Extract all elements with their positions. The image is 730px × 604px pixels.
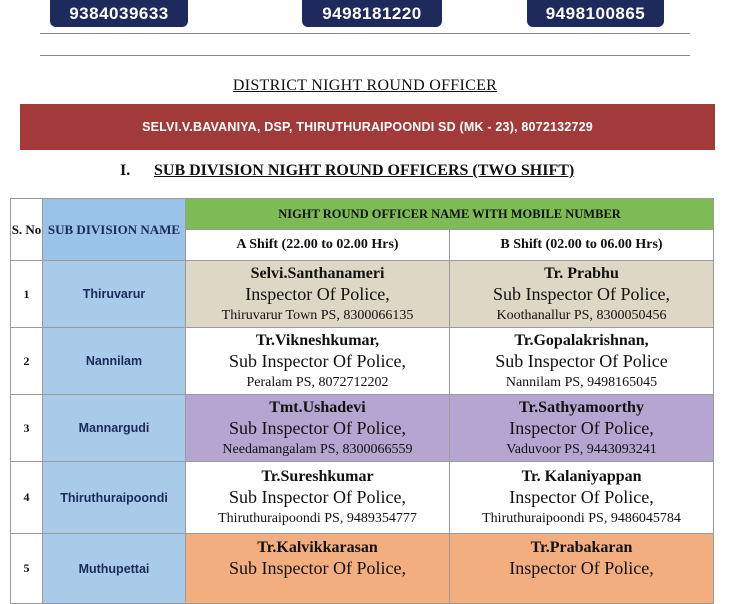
header-shift-a: A Shift (22.00 to 02.00 Hrs) <box>186 230 450 261</box>
officer-name: Tr.Prabakaran <box>530 539 633 556</box>
table-row <box>11 261 714 328</box>
helpline-number-1: 9384039633 <box>50 0 188 27</box>
officer-name: Tr. Kalaniyappan <box>521 468 642 485</box>
table-row <box>11 534 714 604</box>
section-heading <box>120 162 574 180</box>
helpline-number-3: 9498100865 <box>527 0 664 27</box>
table-row <box>11 462 714 534</box>
header-officer-group: NIGHT ROUND OFFICER NAME WITH MOBILE NUMBER <box>186 199 714 230</box>
row-sno: 1 <box>11 261 43 328</box>
officer-rank: Sub Inspector Of Police, <box>229 487 406 507</box>
district-officer-banner <box>20 104 715 150</box>
row-sub-division: Nannilam <box>43 328 186 395</box>
officer-rank: Inspector Of Police, <box>509 487 654 507</box>
table-row <box>11 328 714 395</box>
helpline-number-2: 9498181220 <box>302 0 442 27</box>
page-title: DISTRICT NIGHT ROUND OFFICER <box>232 77 498 94</box>
officer-station: Needamangalam PS, 8300066559 <box>222 441 413 457</box>
shift-b-officer <box>450 328 714 395</box>
header-sno: S. No <box>11 199 43 261</box>
officer-name: Tr.Gopalakrishnan, <box>514 331 649 349</box>
shift-a-officer <box>186 328 450 395</box>
shift-a-officer <box>186 462 450 534</box>
officer-station: Thiruvarur Town PS, 8300066135 <box>221 307 414 323</box>
row-sno: 5 <box>11 534 43 604</box>
row-sno: 2 <box>11 328 43 395</box>
officer-name: Tr. Prabhu <box>544 264 619 282</box>
divider-line <box>40 33 690 34</box>
officer-station: Koothanallur PS, 8300050456 <box>496 307 667 323</box>
officer-station: Thiruthuraipoondi PS, 9486045784 <box>482 511 681 526</box>
divider-line <box>40 55 690 56</box>
row-sno: 3 <box>11 395 43 462</box>
officer-station: Vaduvoor PS, 9443093241 <box>506 441 657 457</box>
table-row <box>11 395 714 462</box>
section-number: I. <box>120 162 131 179</box>
row-sub-division: Muthupettai <box>43 534 186 604</box>
section-title: SUB DIVISION NIGHT ROUND OFFICERS (TWO SHIFT) <box>154 162 575 179</box>
officer-name: Tmt.Ushadevi <box>269 398 366 416</box>
row-sub-division: Thiruvarur <box>43 261 186 328</box>
district-officer-text: SELVI.V.BAVANIYA, DSP, THIRUTHURAIPOONDI SD (MK - 23), 8072132729 <box>142 120 593 134</box>
officer-rank: Sub Inspector Of Police, <box>229 558 406 578</box>
officer-rank: Sub Inspector Of Police <box>495 350 668 371</box>
helpline-numbers <box>0 0 730 30</box>
officer-rank: Inspector Of Police, <box>245 283 390 304</box>
shift-a-officer <box>186 395 450 462</box>
officer-name: Tr.Sureshkumar <box>261 468 374 485</box>
night-round-table <box>10 198 714 604</box>
officer-name: Tr.Sathyamoorthy <box>519 398 644 416</box>
officer-rank: Inspector Of Police, <box>509 417 654 438</box>
officer-rank: Sub Inspector Of Police, <box>229 417 406 438</box>
shift-b-officer <box>450 462 714 534</box>
officer-rank: Sub Inspector Of Police, <box>229 350 406 371</box>
shift-b-officer <box>450 395 714 462</box>
officer-station: Thiruthuraipoondi PS, 9489354777 <box>218 511 417 526</box>
officer-name: Tr.Vikneshkumar, <box>255 331 380 349</box>
officer-name: Selvi.Santhanameri <box>250 264 385 282</box>
officer-station: Peralam PS, 8072712202 <box>246 374 389 390</box>
officer-rank: Inspector Of Police, <box>509 558 654 578</box>
shift-a-officer <box>186 534 450 604</box>
shift-b-officer <box>450 534 714 604</box>
officer-rank: Sub Inspector Of Police, <box>493 283 670 304</box>
row-sub-division: Thiruthuraipoondi <box>43 462 186 534</box>
shift-b-officer <box>450 261 714 328</box>
row-sub-division: Mannargudi <box>43 395 186 462</box>
officer-station: Nannilam PS, 9498165045 <box>505 374 658 390</box>
header-shift-b: B Shift (02.00 to 06.00 Hrs) <box>450 230 714 261</box>
officer-name: Tr.Kalvikkarasan <box>257 539 378 556</box>
header-sub-division: SUB DIVISION NAME <box>43 199 186 261</box>
table-header-row <box>11 199 714 230</box>
row-sno: 4 <box>11 462 43 534</box>
shift-a-officer <box>186 261 450 328</box>
